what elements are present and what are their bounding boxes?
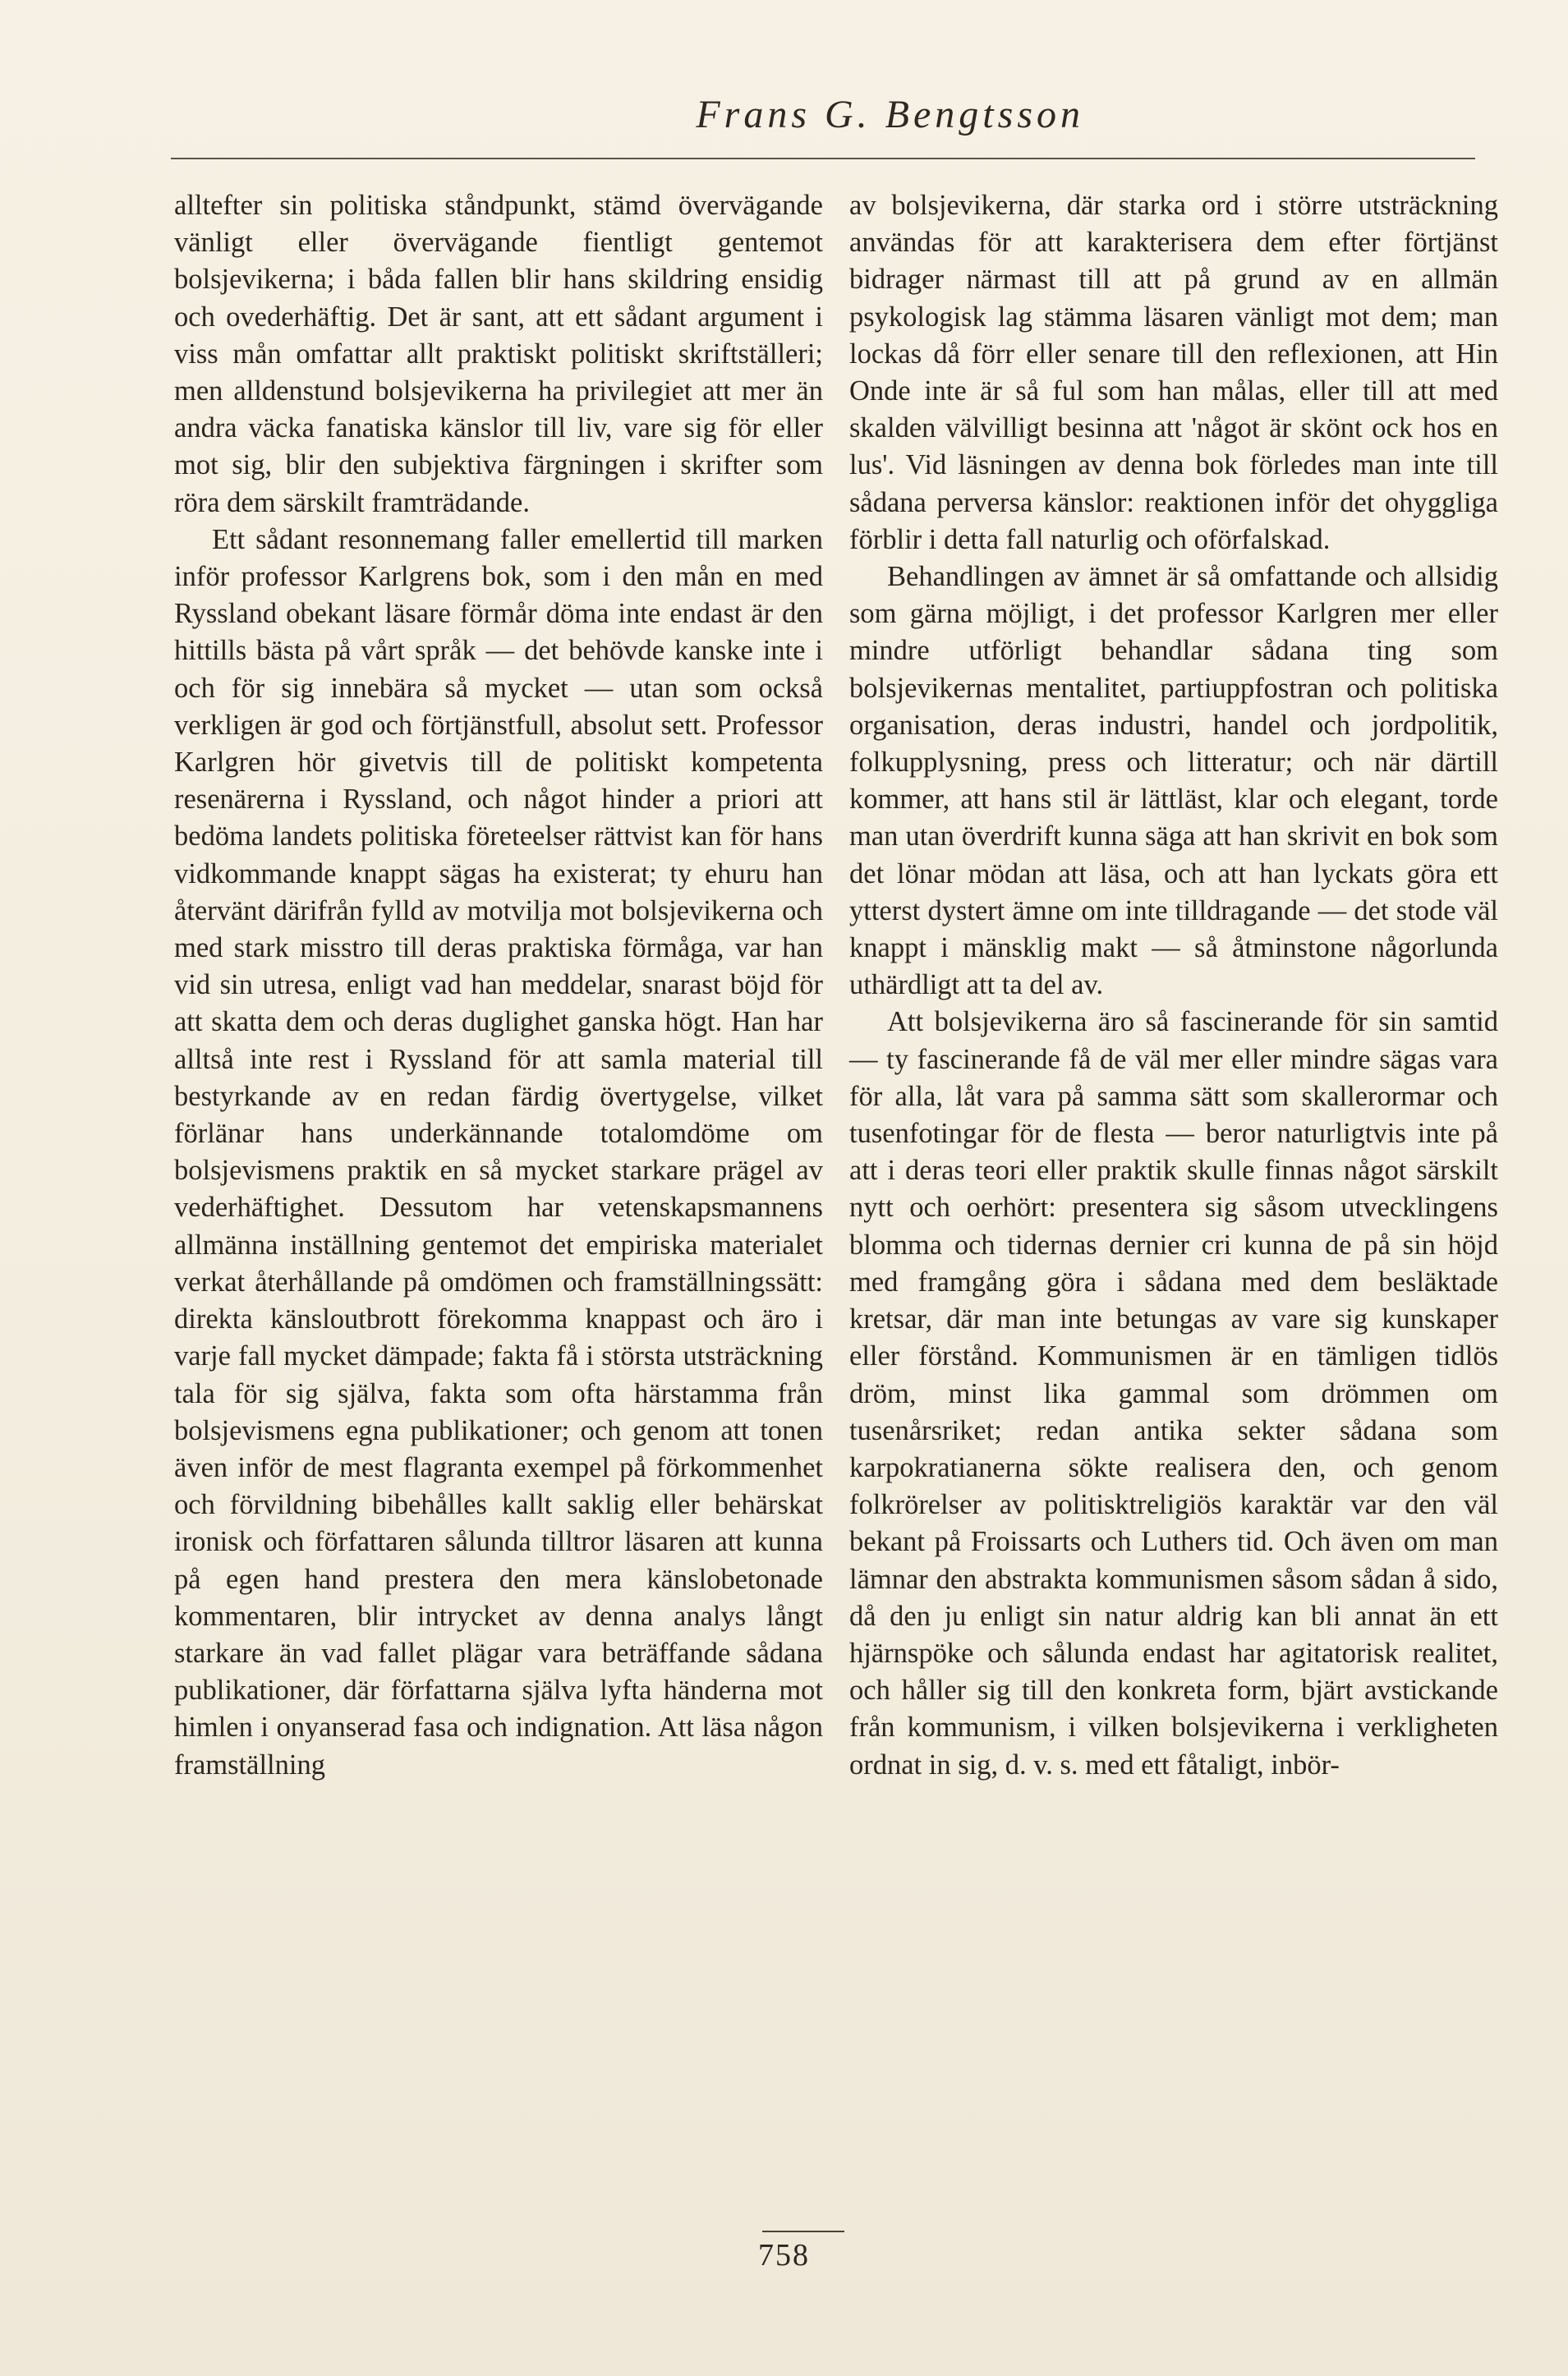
paragraph: Att bolsjevikerna äro så fascinerande för sin samtid — ty fascinerande få de väl mer eller mindre sägas vara för alla, låt vara på samma sätt som skallerormar och tusenfotingar för de flesta — beror naturligtvis inte på att i deras teori eller praktik skulle finnas något särskilt nytt och oerhört: presentera sig såsom utvecklingens blomma och tidernas dernier cri kunna de på sin höjd med framgång göra i sådana med dem besläktade kretsar, där man inte betungas av vare sig kunskaper eller förstånd. Kommunismen är en tämligen tidlös dröm, minst lika gammal som drömmen om tusenårsriket; redan antika sekter sådana som karpokratianerna sökte realisera den, och genom folkrörelser av politisktreligiös karaktär var den väl bekant på Froissarts och Luthers tid. Och även om man lämnar den abstrakta kommunismen såsom sådan å sido, då den ju enligt sin natur aldrig kan bli annat än ett hjärnspöke och sålunda endast har agitatorisk realitet, och håller sig till den konkreta form, bjärt avstickande från kommunism, i vilken bolsjevikerna i verkligheten ordnat in sig, d. v. s. med ett fåtaligt, inbör-	[849, 1006, 1498, 1781]
paragraph: alltefter sin politiska ståndpunkt, stämd övervägande vänligt eller övervägande fientligt gentemot bolsjevikerna; i båda fallen blir hans skildring ensidig och ovederhäftig. Det är sant, att ett sådant argument i viss mån omfattar allt praktiskt politiskt skriftställeri; men alldenstund bolsjevikerna ha privilegiet att mer än andra väcka fanatiska känslor till liv, vare sig för eller mot sig, blir den subjektiva färgningen i skrifter som röra dem särskilt framträdande.	[174, 190, 823, 518]
right-column	[849, 187, 1498, 1784]
page-number: 758	[758, 2238, 810, 2273]
paragraph: Behandlingen av ämnet är så omfattande och allsidig som gärna möjligt, i det professor Karlgren mer eller mindre utförligt behandlar sådana ting som bolsjevikernas mentalitet, partiuppfostran och politiska organisation, deras industri, handel och jordpolitik, folkupplysning, press och litteratur; och när därtill kommer, att hans stil är lättläst, klar och elegant, torde man utan överdrift kunna säga att han skrivit en bok som det lönar mödan att läsa, och att han lyckats göra ett ytterst dystert ämne om inte tilldragande — det stode väl knappt i mänsklig makt — så åtminstone någorlunda uthärdligt att ta del av.	[849, 561, 1498, 1001]
running-header: Frans G. Bengtsson	[696, 93, 1084, 136]
paragraph: Ett sådant resonnemang faller emellertid till marken inför professor Karlgrens bok, som i den mån en med Ryssland obekant läsare förmår döma inte endast är den hittills bästa på vårt språk — det behövde kanske inte i och för sig innebära så mycket — utan som också verkligen är god och förtjänstfull, absolut sett. Professor Karlgren hör givetvis till de politiskt kompetenta resenärerna i Ryssland, och något hinder a priori att bedöma landets politiska företeelser rättvist kan för hans vidkommande knappt sägas ha existerat; ty ehuru han återvänt därifrån fylld av motvilja mot bolsjevikerna och med stark misstro till deras praktiska förmåga, var han vid sin utresa, enligt vad han meddelar, snarast böjd för att skatta dem och deras duglighet ganska högt. Han har alltså inte rest i Ryssland för att samla material till bestyrkande av en redan färdig övertygelse, vilket förlänar hans underkännande totalomdöme om bolsjevismens praktik en så mycket starkare prägel av vederhäftighet. Dessutom har vetenskapsmannens allmänna inställning gentemot det empiriska materialet verkat återhållande på omdömen och framställningssätt: direkta känsloutbrott förekomma knappast och äro i varje fall mycket dämpade; fakta få i största utsträckning tala för sig själva, fakta som ofta härstamma från bolsjevismens egna publikationer; och genom att tonen även inför de mest flagranta exempel på förkommenhet och förvildning bibehålles kallt saklig eller behärskat ironisk och författaren sålunda tilltror läsaren att kunna på egen hand prestera den mera känslobetonade kommentaren, blir intrycket av denna analys långt starkare än vad fallet plägar vara beträffande sådana publikationer, där författarna själva lyfta händerna mot himlen i onyanserad fasa och indignation. Att läsa någon framställning	[174, 523, 823, 1781]
paragraph: av bolsjevikerna, där starka ord i större utsträckning användas för att karakterisera dem efter förtjänst bidrager närmast till att på grund av en allmän psykologisk lag stämma läsaren vänligt mot dem; man lockas då förr eller senare till den reflexionen, att Hin Onde inte är så ful som han målas, eller till att med skalden välvilligt besinna att 'något är skönt ock hos en lus'. Vid läsningen av denna bok förledes man inte till sådana perversa känslor: reaktionen inför det ohyggliga förblir i detta fall naturlig och oförfalskad.	[849, 190, 1498, 555]
header-rule	[171, 158, 1475, 159]
page-number-rule	[762, 2231, 844, 2232]
left-column	[174, 187, 823, 1784]
